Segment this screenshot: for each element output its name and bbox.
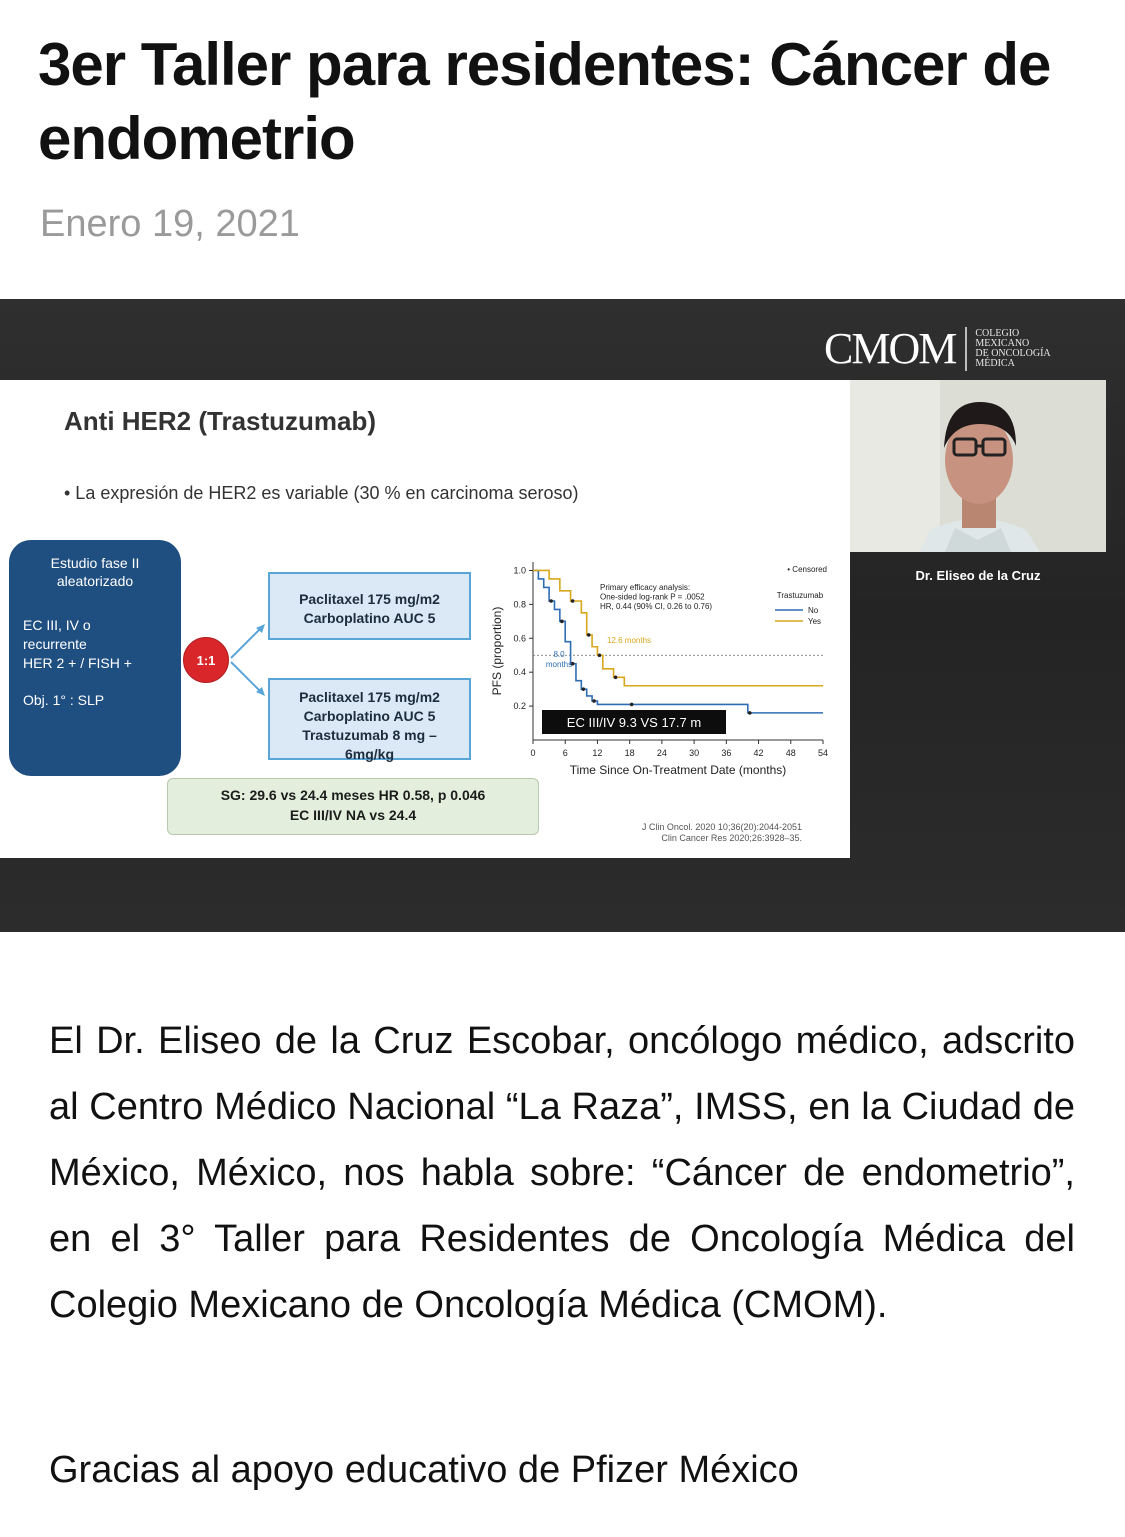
censor-mark (587, 633, 591, 637)
legend-label: Yes (808, 617, 822, 626)
logo-divider (965, 327, 967, 371)
randomization-arrows (229, 620, 269, 700)
slide-bullet: • La expresión de HER2 es variable (30 % en carcinoma seroso) (64, 483, 579, 503)
speaker-video (850, 380, 1106, 552)
censor-mark (582, 687, 586, 691)
slide-title: Anti HER2 (Trastuzumab) (64, 406, 377, 436)
y-tick-label: 1.0 (513, 565, 526, 576)
x-tick-label: 6 (562, 748, 568, 758)
speaker-avatar (850, 380, 1106, 552)
censor-mark (748, 711, 752, 715)
y-tick-label: 0.8 (513, 599, 526, 610)
x-tick-label: 48 (785, 748, 796, 758)
x-tick-label: 12 (592, 748, 603, 758)
x-tick-label: 30 (689, 748, 700, 758)
censor-mark (571, 599, 575, 603)
censor-mark (549, 599, 553, 603)
censor-mark (630, 703, 634, 707)
analysis-text: Primary efficacy analysis: (600, 583, 691, 592)
x-axis-label: Time Since On-Treatment Date (months) (569, 763, 787, 777)
y-axis-label: PFS (proportion) (490, 606, 504, 696)
y-tick-label: 0.4 (513, 667, 526, 678)
median-no-label: months (545, 660, 573, 669)
censor-mark (598, 653, 602, 657)
analysis-text: One-sided log-rank P = .0052 (600, 592, 705, 602)
censor-mark (592, 699, 596, 703)
censored-legend: • Censored (787, 565, 827, 574)
study-objective: Obj. 1° : SLP (23, 692, 105, 708)
y-tick-label: 0.2 (513, 701, 526, 712)
censor-mark (614, 675, 618, 679)
cmom-logo (824, 323, 1051, 374)
study-design-box (9, 540, 181, 776)
study-line: recurrente (23, 636, 87, 652)
speaker-name: Dr. Eliseo de la Cruz (915, 568, 1041, 583)
x-tick-label: 24 (656, 748, 667, 758)
x-tick-label: 0 (530, 748, 536, 758)
presentation-slide (0, 380, 850, 858)
analysis-text: HR, 0.44 (90% CI, 0.26 to 0.76) (600, 602, 713, 611)
logo-wordmark: CMOM (824, 324, 956, 373)
median-no-label: 8.0 (553, 650, 565, 659)
study-line: EC III, IV o (23, 617, 91, 633)
x-tick-label: 54 (817, 748, 829, 758)
censor-mark (560, 620, 564, 624)
article-title: 3er Taller para residentes: Cáncer de endometrio (38, 31, 1051, 172)
overall-survival-box: SG: 29.6 vs 24.4 meses HR 0.58, p 0.046 EC III/IV NA vs 24.4 (167, 778, 539, 835)
references: J Clin Oncol. 2020 10;36(20):2044-2051 Clin Cancer Res 2020;26:3928–35. (641, 822, 802, 843)
x-tick-label: 36 (721, 748, 732, 758)
x-tick-label: 42 (753, 748, 764, 758)
control-arm-box: Paclitaxel 175 mg/m2 Carboplatino AUC 5 (268, 572, 471, 640)
study-header: Estudio fase II aleatorizado (50, 555, 140, 589)
legend-label: No (808, 606, 819, 615)
legend-title: Trastuzumab (776, 591, 824, 600)
study-line: HER 2 + / FISH + (23, 655, 132, 671)
median-yes-label: 12.6 months (607, 636, 652, 645)
logo-subtitle: COLEGIO MEXICANO DE ONCOLOGÍA MÉDICA (975, 327, 1051, 369)
article-thanks: Gracias al apoyo educativo de Pfizer México (49, 1449, 799, 1491)
x-tick-label: 18 (624, 748, 635, 758)
randomization-ratio: 1:1 (183, 637, 229, 683)
article-body: El Dr. Eliseo de la Cruz Escobar, oncólogo médico, adscrito al Centro Médico Nacional “La Raza”, IMSS, en la Ciudad de México, México, nos habla sobre: “Cáncer de endometrio”, en el 3° Taller para Residentes de Oncología Médica del Colegio Mexicano de Oncología Médica (CMOM). (49, 1020, 1075, 1326)
y-tick-label: 0.6 (513, 633, 526, 644)
kaplan-meier-chart (487, 550, 837, 790)
callout-text: EC III/IV 9.3 VS 17.7 m (566, 715, 702, 730)
article-date: Enero 19, 2021 (40, 203, 300, 245)
trastuzumab-arm-box: Paclitaxel 175 mg/m2 Carboplatino AUC 5 Trastuzumab 8 mg – 6mg/kg (268, 678, 471, 760)
